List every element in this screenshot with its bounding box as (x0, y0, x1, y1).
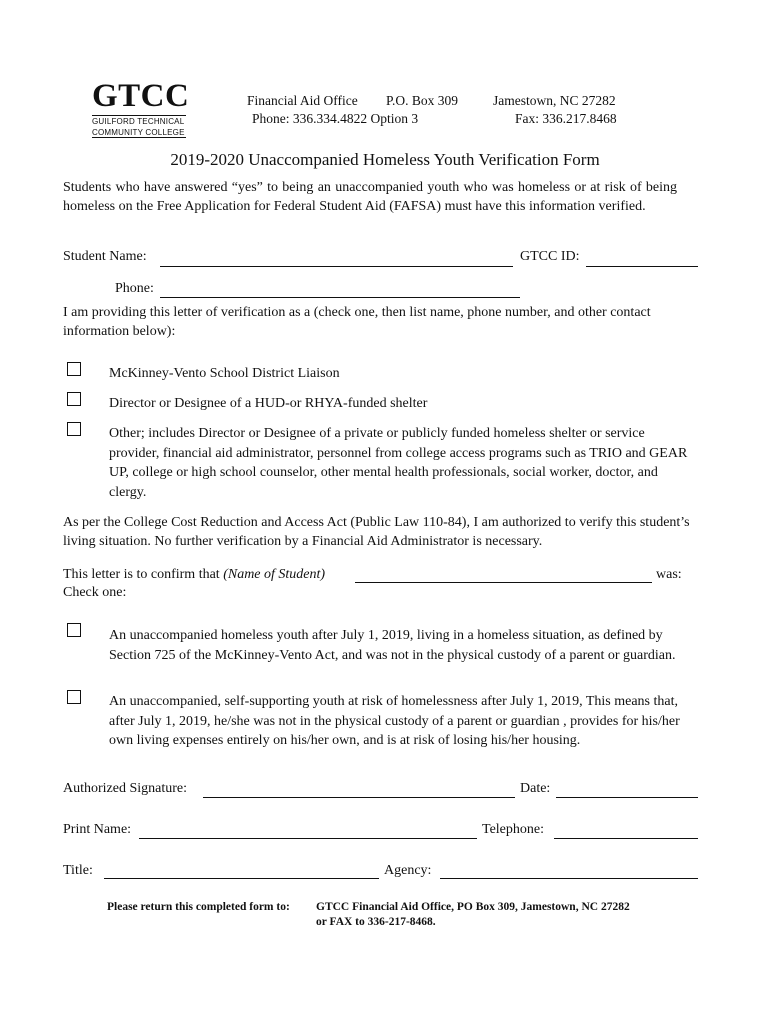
student-name-label: Student Name: (63, 249, 147, 264)
header-city: Jamestown, NC 27282 (493, 93, 616, 108)
gtcc-id-field[interactable] (586, 266, 698, 267)
verifier-option-2-checkbox[interactable] (67, 392, 81, 406)
agency-label: Agency: (384, 863, 432, 878)
intro-paragraph: Students who have answered “yes” to being an unaccompanied youth who was homeless or at risk of being homeless on the Free Application for Federal Student Aid (FAFSA) must have this information verified. (63, 180, 677, 214)
verifier-option-2-label: Director or Designee of a HUD-or RHYA-funded shelter (109, 396, 428, 411)
form-title: 2019-2020 Unaccompanied Homeless Youth Verification Form (170, 150, 600, 169)
verifier-option-3-label: Other; includes Director or Designee of a private or publicly funded homeless shelter or service provider, financial aid administrator, personnel from college access programs such as TRIO and GEAR UP, college or high school counselor, other mental health professionals, social worker, doctor, and clergy. (109, 426, 688, 500)
print-name-field[interactable] (139, 838, 477, 839)
telephone-label: Telephone: (482, 822, 544, 837)
telephone-field[interactable] (554, 838, 698, 839)
return-address: GTCC Financial Aid Office, PO Box 309, Jamestown, NC 27282 (316, 901, 630, 913)
student-name-field[interactable] (160, 266, 513, 267)
verifier-option-3-checkbox[interactable] (67, 422, 81, 436)
header-fax: Fax: 336.217.8468 (515, 111, 617, 126)
header-phone: Phone: 336.334.4822 Option 3 (252, 111, 419, 126)
phone-label: Phone: (115, 281, 154, 296)
title-field[interactable] (104, 878, 379, 879)
gtcc-logo-subtitle (92, 116, 185, 138)
verifier-intro: I am providing this letter of verification as a (check one, then list name, phone number, and other contact information below): (63, 305, 651, 339)
phone-field[interactable] (160, 297, 520, 298)
header-po-box: P.O. Box 309 (386, 93, 459, 108)
confirm-name-hint: (Name of Student) (223, 567, 326, 582)
signature-label: Authorized Signature: (63, 781, 188, 796)
confirm-prefix: This letter is to confirm that (63, 567, 220, 582)
status-option-1-label: An unaccompanied homeless youth after July 1, 2019, living in a homeless situation, as defined by Section 725 of the McKinney-Vento Act, and was not in the physical custody of a parent or guardian. (109, 628, 676, 663)
print-name-label: Print Name: (63, 822, 132, 837)
logo-rule-bottom (92, 137, 186, 138)
gtcc-logo: GTCC (92, 78, 190, 114)
signature-field[interactable] (203, 797, 515, 798)
confirm-suffix: was: (656, 567, 682, 582)
status-option-2-label: An unaccompanied, self-supporting youth at risk of homelessness after July 1, 2019, This means that, after July 1, 2019, he/she was not in the physical custody of a parent or guardian , provides for his/her own living expenses entirely on his/her own, and is at risk of losing his/her housing. (109, 694, 680, 748)
confirm-student-name-field[interactable] (355, 582, 652, 583)
verifier-option-1-checkbox[interactable] (67, 362, 81, 376)
title-label: Title: (63, 863, 93, 878)
date-label: Date: (520, 781, 551, 796)
date-field[interactable] (556, 797, 698, 798)
confirm-line (63, 566, 325, 584)
status-option-2-checkbox[interactable] (67, 690, 81, 704)
header-office: Financial Aid Office (247, 93, 358, 108)
check-one-label: Check one: (63, 585, 127, 600)
gtcc-id-label: GTCC ID: (520, 249, 580, 264)
logo-sub-line2: COMMUNITY COLLEGE (92, 128, 185, 137)
status-option-1-checkbox[interactable] (67, 623, 81, 637)
return-fax: or FAX to 336-217-8468. (316, 916, 436, 928)
agency-field[interactable] (440, 878, 698, 879)
authority-paragraph: As per the College Cost Reduction and Access Act (Public Law 110-84), I am authorized to verify this student’s living situation. No further verification by a Financial Aid Administrator is necessary. (63, 515, 690, 549)
logo-sub-line1: GUILFORD TECHNICAL (92, 117, 185, 126)
return-label: Please return this completed form to: (107, 901, 290, 913)
verifier-option-1-label: McKinney-Vento School District Liaison (109, 366, 340, 381)
